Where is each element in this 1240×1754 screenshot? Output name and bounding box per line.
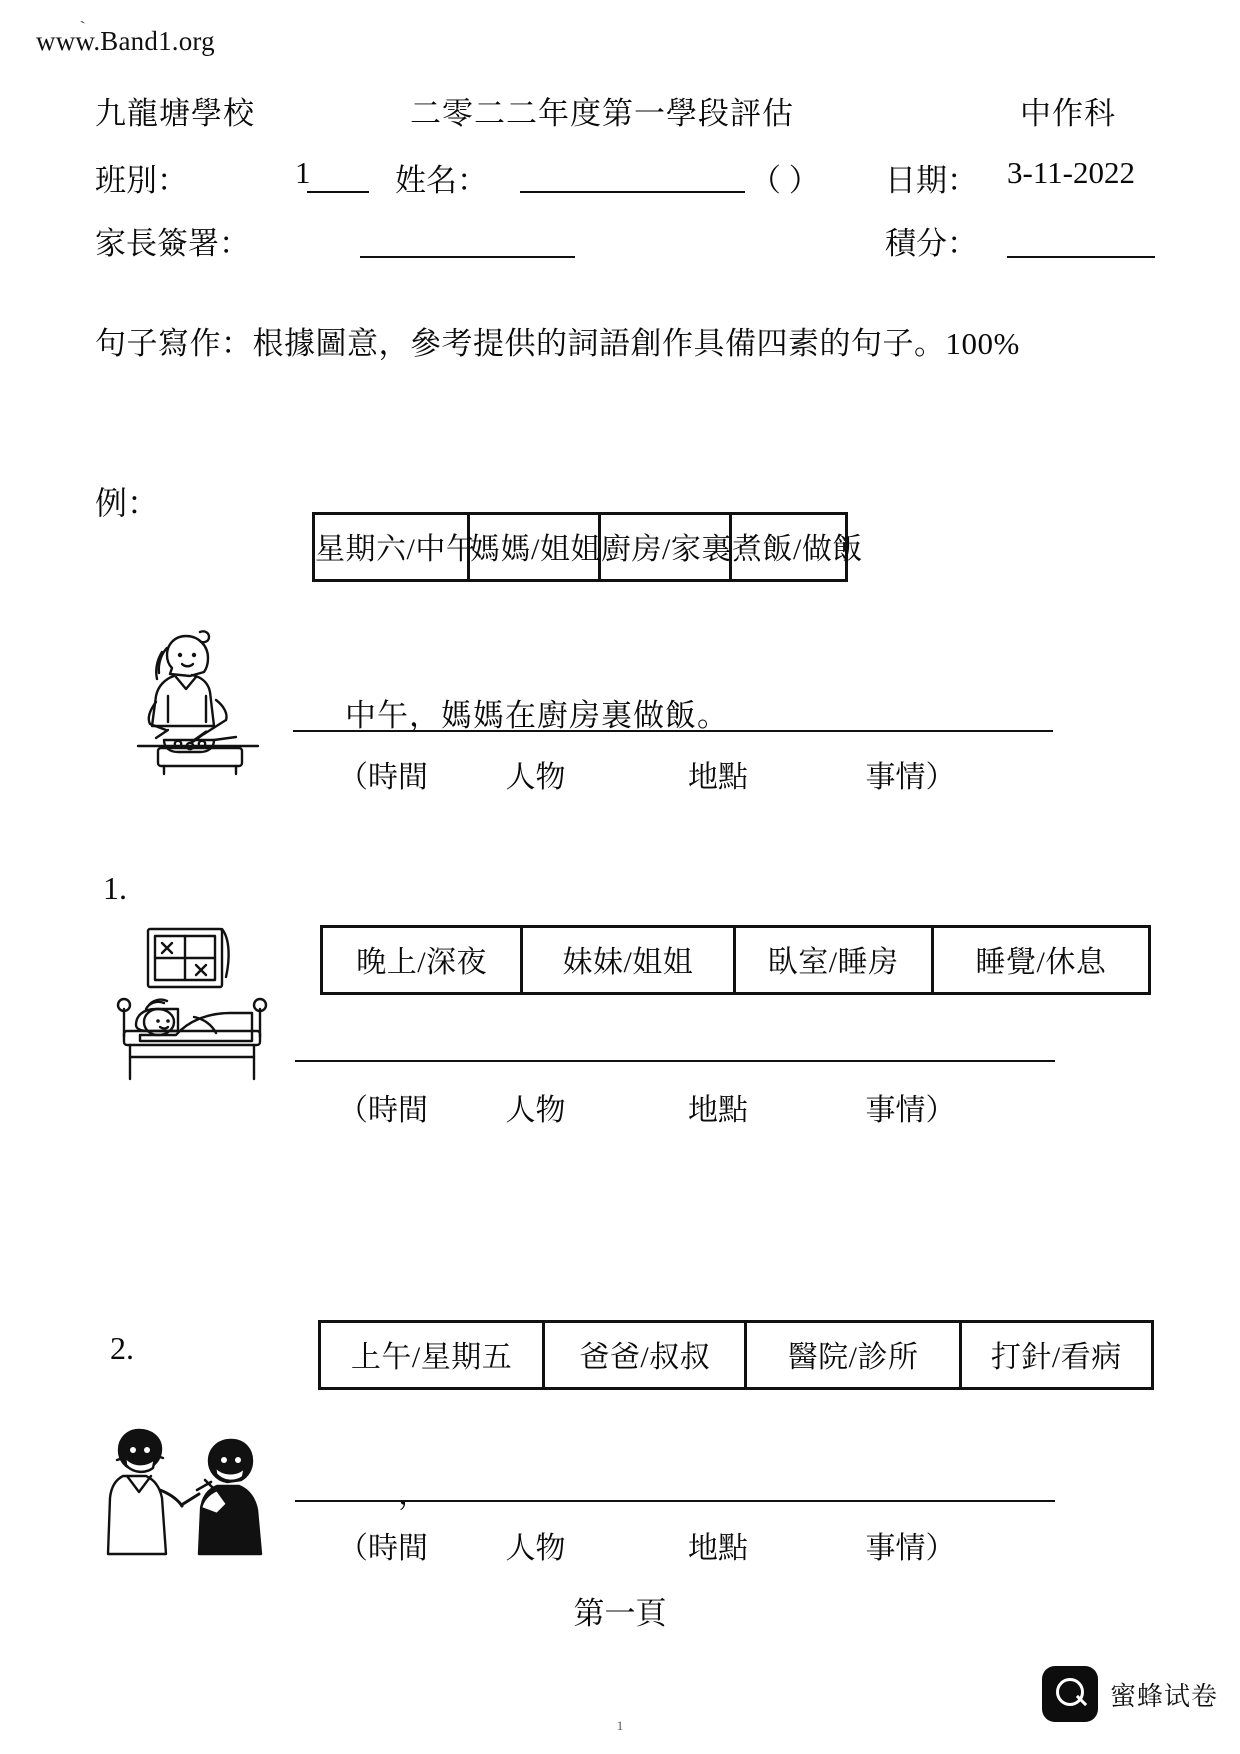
legend-place: 地點 bbox=[688, 1094, 748, 1127]
legend-event: 事情） bbox=[865, 761, 956, 794]
date-label: 日期： bbox=[885, 163, 978, 198]
word-cell-person: 媽媽/姐姐 bbox=[470, 515, 601, 579]
legend-1 bbox=[338, 1085, 956, 1129]
class-value: 1 bbox=[295, 155, 311, 190]
instruction-text: 句子寫作：根據圖意，參考提供的詞語創作具備四素的句子。100% bbox=[95, 326, 1020, 361]
legend-time: （時間 bbox=[338, 1532, 428, 1565]
legend-person: 人物 bbox=[505, 1532, 566, 1565]
answer-line-2[interactable] bbox=[295, 1500, 1055, 1502]
name-label: 姓名： bbox=[395, 163, 488, 198]
legend-2 bbox=[338, 1523, 956, 1567]
legend-person: 人物 bbox=[505, 1094, 566, 1127]
legend-event: 事情） bbox=[865, 1094, 956, 1127]
word-table-2 bbox=[318, 1320, 1154, 1390]
doctor-giving-injection-icon bbox=[105, 1418, 285, 1558]
site-stamp bbox=[1042, 1666, 1218, 1722]
word-cell-event: 煮飯/做飯 bbox=[732, 533, 863, 566]
word-cell-time: 星期六/中午 bbox=[315, 515, 470, 579]
word-cell-place: 醫院/診所 bbox=[747, 1323, 961, 1387]
legend-time: （時間 bbox=[338, 1094, 428, 1127]
word-cell-person: 妹妹/姐姐 bbox=[523, 928, 735, 992]
legend-event: 事情） bbox=[865, 1532, 956, 1565]
item-label-example: 例： bbox=[95, 485, 160, 521]
name-blank-line[interactable] bbox=[520, 191, 745, 193]
child-sleeping-in-bed-icon bbox=[100, 925, 280, 1095]
example-answer-text: 中午，媽媽在廚房裏做飯。 bbox=[345, 698, 729, 733]
corner-scan-mark: ˏ bbox=[75, 3, 86, 25]
legend-place: 地點 bbox=[688, 761, 748, 794]
word-cell-person: 爸爸/叔叔 bbox=[545, 1323, 747, 1387]
score-blank-line[interactable] bbox=[1007, 256, 1155, 258]
word-cell-event: 睡覺/休息 bbox=[975, 946, 1107, 979]
item-label-2: 2. bbox=[110, 1330, 134, 1366]
word-cell-place: 臥室/睡房 bbox=[736, 928, 934, 992]
word-cell-event: 打針/看病 bbox=[990, 1341, 1122, 1374]
legend-example bbox=[338, 752, 956, 796]
class-blank-line[interactable] bbox=[307, 191, 369, 193]
page-label: 第一頁 bbox=[573, 1596, 667, 1631]
student-number-parenthesis[interactable]: （ ） bbox=[750, 163, 820, 198]
page-number: 1 bbox=[616, 1718, 624, 1733]
word-table-1 bbox=[320, 925, 1151, 995]
subject-name: 中作科 bbox=[1020, 96, 1116, 131]
answer-line-1[interactable] bbox=[295, 1060, 1055, 1062]
score-label: 積分： bbox=[885, 226, 978, 261]
example-answer-line bbox=[293, 730, 1053, 732]
legend-time: （時間 bbox=[338, 761, 428, 794]
class-label: 班別： bbox=[95, 163, 188, 198]
legend-place: 地點 bbox=[688, 1532, 748, 1565]
parent-signature-label: 家長簽署： bbox=[95, 226, 250, 261]
date-value: 3-11-2022 bbox=[1007, 155, 1135, 190]
word-cell-time: 晚上/深夜 bbox=[323, 928, 523, 992]
parent-signature-blank-line[interactable] bbox=[360, 256, 575, 258]
item-2-answer-text: ， bbox=[398, 1476, 430, 1511]
watermark-url: www.Band1.org bbox=[36, 26, 215, 56]
mother-cooking-icon bbox=[110, 620, 285, 780]
legend-person: 人物 bbox=[505, 761, 566, 794]
stamp-text: 蜜蜂试卷 bbox=[1109, 1681, 1218, 1711]
magnifier-icon bbox=[1042, 1666, 1098, 1722]
exam-title: 二零二二年度第一學段評估 bbox=[410, 96, 794, 131]
word-table-example bbox=[312, 512, 863, 582]
school-name: 九龍塘學校 bbox=[95, 96, 255, 131]
item-label-1: 1. bbox=[103, 870, 127, 906]
word-cell-place: 廚房/家裏 bbox=[601, 515, 732, 579]
word-cell-time: 上午/星期五 bbox=[321, 1323, 545, 1387]
